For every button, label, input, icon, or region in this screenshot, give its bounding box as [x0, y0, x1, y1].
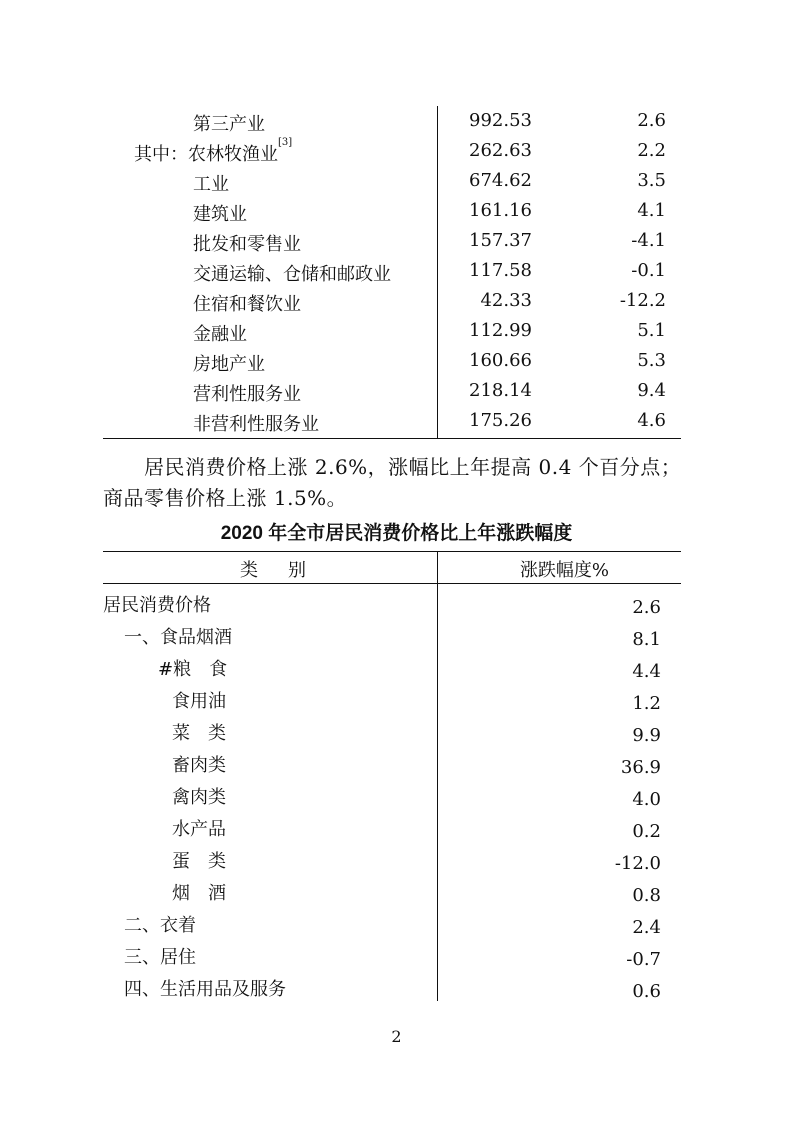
paragraph-line-1: 居民消费价格上涨 2.6%，涨幅比上年提高 0.4 个百分点；	[144, 455, 682, 479]
row-label: 畜肉类	[172, 755, 226, 776]
table-row	[0, 684, 793, 716]
row-value: 9.9	[632, 725, 661, 746]
row-label: 建筑业	[193, 204, 247, 225]
row-value: 2.6	[632, 597, 661, 618]
table-row	[0, 652, 793, 684]
table-row	[0, 716, 793, 748]
table-row	[0, 588, 793, 620]
table-row	[0, 748, 793, 780]
row-value: 2.4	[632, 917, 661, 938]
row-label: 一、食品烟酒	[124, 627, 232, 648]
row-prefix	[134, 137, 293, 166]
row-growth: -12.2	[619, 290, 666, 311]
row-value: 218.14	[469, 380, 532, 401]
row-label: 食用油	[172, 691, 226, 712]
table-row	[0, 226, 793, 256]
row-label: 烟 酒	[172, 883, 226, 904]
table-row	[0, 844, 793, 876]
row-label: 金融业	[193, 324, 247, 345]
row-value: -12.0	[614, 853, 661, 874]
paragraph-line-2: 商品零售价格上涨 1.5%。	[103, 486, 348, 510]
row-label: #粮 食	[158, 659, 228, 680]
row-prefix-text: 其中：	[134, 144, 188, 165]
row-label: 住宿和餐饮业	[193, 294, 301, 315]
table-row	[0, 620, 793, 652]
table-row	[0, 780, 793, 812]
row-growth: -4.1	[631, 230, 666, 251]
row-value: 4.0	[632, 789, 661, 810]
row-value: 4.4	[632, 661, 661, 682]
row-label: 农林牧渔业	[188, 144, 278, 165]
row-value: 0.6	[632, 981, 661, 1002]
row-value: 160.66	[469, 350, 532, 371]
row-label: 二、衣着	[124, 915, 196, 936]
table-row	[0, 196, 793, 226]
table2-title: 2020 年全市居民消费价格比上年涨跌幅度	[220, 523, 573, 544]
row-growth: 5.3	[637, 350, 666, 371]
row-value: 674.62	[469, 170, 532, 191]
row-growth: -0.1	[631, 260, 666, 281]
row-value: 42.33	[480, 290, 532, 311]
row-value: 112.99	[469, 320, 532, 341]
row-value: 8.1	[632, 629, 661, 650]
table2-header-rule	[103, 583, 681, 584]
table-row	[0, 136, 793, 166]
row-value: 0.8	[632, 885, 661, 906]
row-label: 三、居住	[124, 947, 196, 968]
row-label: 蛋 类	[172, 851, 226, 872]
header-category: 类别	[240, 560, 336, 581]
table2-top-rule	[103, 551, 681, 552]
row-value: 992.53	[469, 110, 532, 131]
table-row	[0, 166, 793, 196]
row-label: 交通运输、仓储和邮政业	[193, 264, 391, 285]
row-label: 工业	[193, 174, 229, 195]
row-label: 四、生活用品及服务	[124, 979, 286, 1000]
table-row	[0, 908, 793, 940]
table-row	[0, 376, 793, 406]
row-label: 非营利性服务业	[193, 414, 319, 435]
row-value: 262.63	[469, 140, 532, 161]
table-row	[0, 316, 793, 346]
row-growth: 3.5	[637, 170, 666, 191]
table-row	[0, 256, 793, 286]
row-label: 菜 类	[172, 723, 226, 744]
footnote-marker: [3]	[278, 137, 293, 148]
row-label: 营利性服务业	[193, 384, 301, 405]
table-row	[0, 286, 793, 316]
row-value: 1.2	[632, 693, 661, 714]
row-label: 居民消费价格	[103, 595, 211, 616]
row-growth: 4.6	[637, 410, 666, 431]
row-value: 161.16	[469, 200, 532, 221]
page-number: 2	[391, 1027, 402, 1046]
table-row	[0, 972, 793, 1004]
table1-bottom-rule	[103, 438, 681, 439]
table-row	[0, 940, 793, 972]
row-value: 0.2	[632, 821, 661, 842]
row-label: 房地产业	[193, 354, 265, 375]
row-value: 157.37	[469, 230, 532, 251]
row-label: 禽肉类	[172, 787, 226, 808]
row-value: 175.26	[469, 410, 532, 431]
row-growth: 5.1	[637, 320, 666, 341]
row-value: 36.9	[620, 757, 661, 778]
table-row	[0, 812, 793, 844]
header-change: 涨跌幅度%	[519, 560, 610, 581]
table-row	[0, 406, 793, 436]
row-growth: 4.1	[637, 200, 666, 221]
table-row	[0, 106, 793, 136]
row-growth: 2.2	[637, 140, 666, 161]
row-value: -0.7	[626, 949, 661, 970]
row-label: 第三产业	[193, 114, 265, 135]
table-row	[0, 876, 793, 908]
row-growth: 9.4	[637, 380, 666, 401]
row-label: 水产品	[172, 819, 226, 840]
row-growth: 2.6	[637, 110, 666, 131]
row-value: 117.58	[469, 260, 532, 281]
table-row	[0, 346, 793, 376]
row-label: 批发和零售业	[193, 234, 301, 255]
